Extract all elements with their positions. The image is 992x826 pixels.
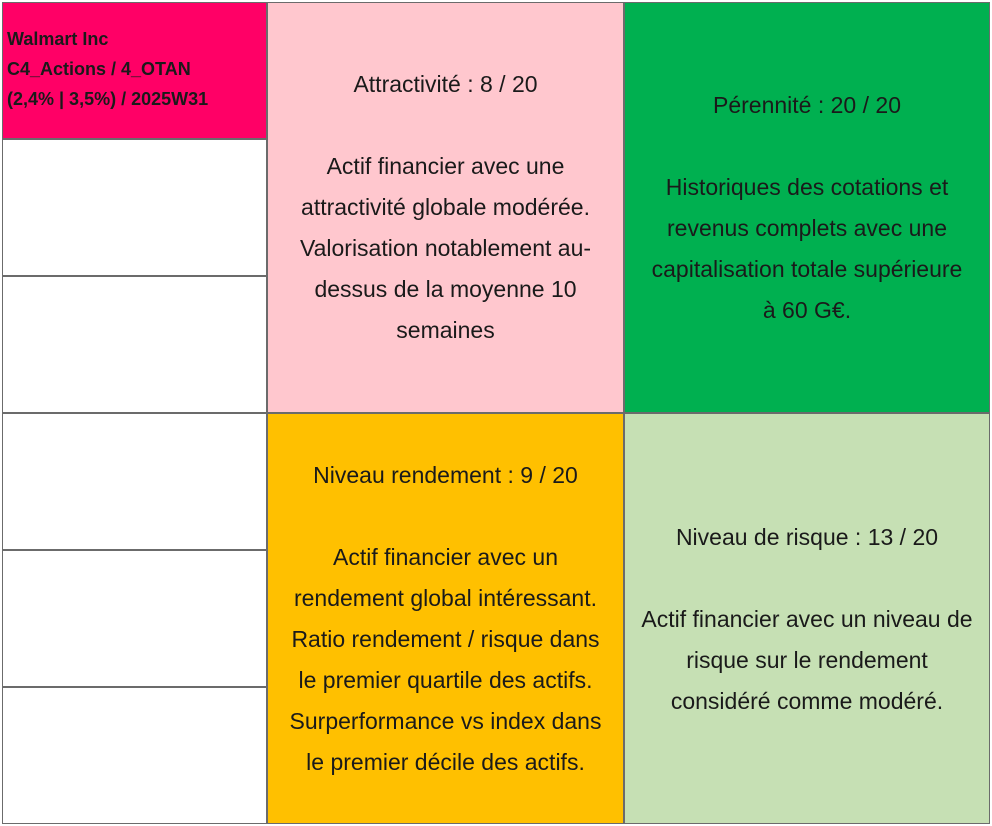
attractivite-score: Attractivité : 8 / 20 [353, 71, 538, 97]
description-line: rendement global intéressant. [293, 585, 598, 611]
description-line: Ratio rendement / risque dans [291, 626, 600, 652]
description-line: risque sur le rendement [686, 647, 928, 673]
empty-cell-3 [2, 413, 267, 550]
description-line: capitalisation totale supérieure [651, 256, 963, 282]
description-line: Actif financier avec une [326, 153, 565, 179]
empty-cell-4 [2, 550, 267, 687]
asset-category: C4_Actions / 4_OTAN [7, 59, 191, 79]
description-line: dessus de la moyenne 10 [314, 276, 577, 302]
description-line: semaines [396, 317, 495, 343]
description-line: attractivité globale modérée. [301, 194, 590, 220]
description-line: Historiques des cotations et [665, 174, 949, 200]
description-line: le premier quartile des actifs. [298, 667, 593, 693]
risque-score: Niveau de risque : 13 / 20 [675, 524, 939, 550]
description-line: à 60 G€. [762, 297, 852, 323]
perennite-description [625, 167, 989, 331]
asset-title-cell [2, 2, 267, 139]
empty-cell-2 [2, 276, 267, 413]
perennite-score: Pérennité : 20 / 20 [713, 92, 901, 118]
description-line: le premier décile des actifs. [306, 749, 585, 775]
description-line: Surperformance vs index dans [289, 708, 602, 734]
description-line: Valorisation notablement au- [299, 235, 592, 261]
attractivite-panel [267, 2, 624, 413]
rendement-panel [267, 413, 624, 824]
description-line: revenus complets avec une [667, 215, 947, 241]
empty-cell-5 [2, 687, 267, 824]
asset-name: Walmart Inc [7, 29, 109, 49]
asset-period: (2,4% | 3,5%) / 2025W31 [7, 89, 209, 109]
risque-panel [624, 413, 990, 824]
attractivite-description [268, 146, 623, 351]
description-line: considéré comme modéré. [670, 688, 944, 714]
risque-description [625, 599, 989, 722]
rendement-description [268, 537, 623, 783]
description-line: Actif financier avec un niveau de [641, 606, 973, 632]
empty-cell-1 [2, 139, 267, 276]
description-line: Actif financier avec un [332, 544, 558, 570]
perennite-panel [624, 2, 990, 413]
rendement-score: Niveau rendement : 9 / 20 [313, 462, 578, 488]
